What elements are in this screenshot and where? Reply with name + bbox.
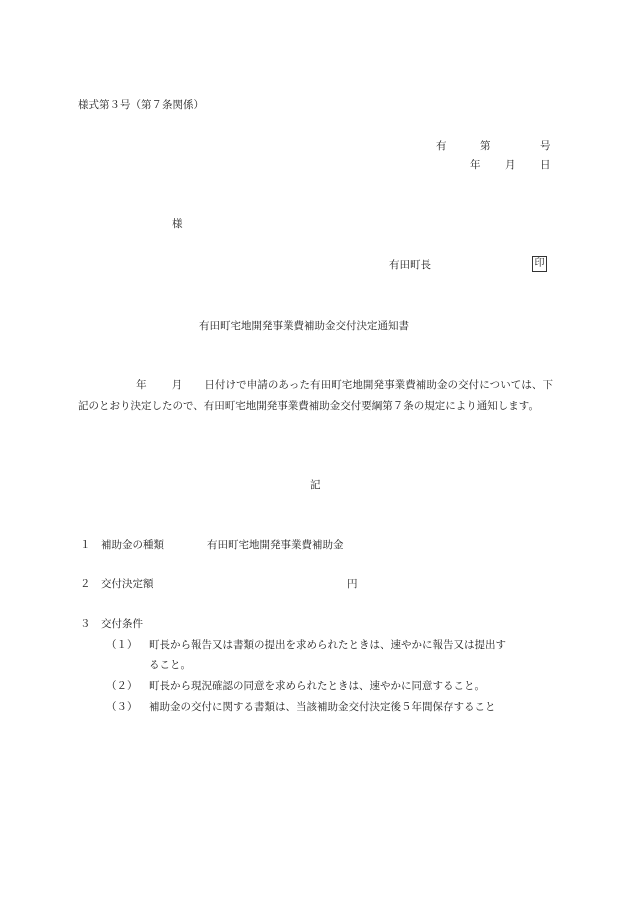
doc-number-mid: 第 (480, 140, 491, 152)
date-day: 日 (540, 159, 551, 171)
date-month: 月 (505, 159, 516, 171)
condition-3-text: 補助金の交付に関する書類は、当該補助金交付決定後５年間保存すること (149, 701, 496, 713)
condition-3-number: （３） (106, 701, 138, 713)
item-1-value: 有田町宅地開発事業費補助金 (207, 539, 344, 551)
body-text: 日付けで申請のあった有田町宅地開発事業費補助金の交付については、下記のとおり決定したので、有田町宅地開発事業費補助金交付要綱第７条の規定により通知します。 (78, 379, 554, 412)
condition-2-text: 町長から現況確認の同意を求められたときは、速やかに同意すること。 (149, 680, 485, 692)
condition-1-number: （１） (106, 639, 138, 651)
seal-mark: 印 (532, 256, 547, 272)
condition-1-text: 町長から報告又は書類の提出を求められたときは、速やかに報告又は提出す (149, 639, 506, 651)
item-1-number: １ (80, 539, 91, 551)
date-year: 年 (470, 159, 481, 171)
doc-number-prefix: 有 (436, 140, 447, 152)
item-2-unit: 円 (347, 578, 358, 590)
document-title: 有田町宅地開発事業費補助金交付決定通知書 (199, 320, 409, 332)
addressee-suffix: 様 (172, 218, 183, 230)
body-paragraph (78, 375, 553, 417)
body-year: 年 (136, 379, 147, 391)
issuer-name: 有田町長 (389, 259, 431, 271)
form-label: 様式第３号（第７条関係） (78, 99, 204, 111)
condition-2-number: （２） (106, 680, 138, 692)
item-2-number: ２ (80, 578, 91, 590)
doc-number-suffix: 号 (540, 140, 551, 152)
item-2-label: 交付決定額 (101, 578, 154, 590)
item-3-label: 交付条件 (101, 618, 143, 630)
ki-heading: 記 (310, 479, 321, 491)
item-3-number: ３ (80, 618, 91, 630)
body-month: 月 (171, 379, 183, 391)
condition-1-cont: ること。 (149, 659, 191, 671)
item-1-label: 補助金の種類 (101, 539, 164, 551)
